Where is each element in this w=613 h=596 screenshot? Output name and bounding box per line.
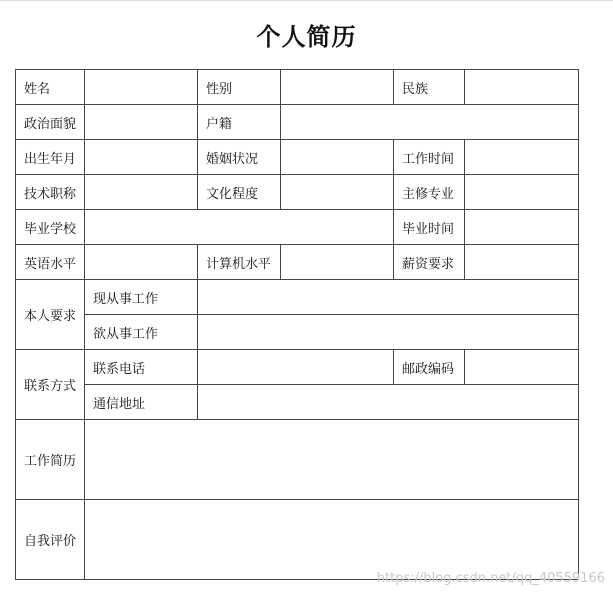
label-contact-info: 联系方式 (16, 350, 85, 420)
graduate-school-field[interactable] (85, 210, 394, 245)
marital-status-field[interactable] (281, 140, 394, 175)
salary-requirement-field[interactable] (465, 245, 579, 280)
desired-job-field[interactable] (198, 315, 579, 350)
major-field[interactable] (465, 175, 579, 210)
label-phone: 联系电话 (85, 350, 198, 385)
english-level-field[interactable] (85, 245, 198, 280)
work-time-field[interactable] (465, 140, 579, 175)
label-name: 姓名 (16, 70, 85, 105)
label-marital-status: 婚姻状况 (198, 140, 281, 175)
label-education-level: 文化程度 (198, 175, 281, 210)
page-top-border (0, 0, 613, 1)
birth-date-field[interactable] (85, 140, 198, 175)
professional-title-field[interactable] (85, 175, 198, 210)
row-phone (16, 350, 579, 385)
watermark: https://blog.csdn.net/qq_40559166 (376, 571, 605, 586)
phone-field[interactable] (198, 350, 394, 385)
label-gender: 性别 (198, 70, 281, 105)
label-current-job: 现从事工作 (85, 280, 198, 315)
label-political-status: 政治面貌 (16, 105, 85, 140)
row-name (16, 70, 579, 105)
label-salary-requirement: 薪资要求 (394, 245, 465, 280)
label-ethnicity: 民族 (394, 70, 465, 105)
gender-field[interactable] (281, 70, 394, 105)
row-professional-title (16, 175, 579, 210)
label-work-history: 工作简历 (16, 420, 85, 500)
political-status-field[interactable] (85, 105, 198, 140)
label-graduation-time: 毕业时间 (394, 210, 465, 245)
label-personal-requirements: 本人要求 (16, 280, 85, 350)
computer-level-field[interactable] (281, 245, 394, 280)
row-desired-job (16, 315, 579, 350)
row-graduate-school (16, 210, 579, 245)
resume-table (15, 69, 579, 580)
label-postal-code: 邮政编码 (394, 350, 465, 385)
graduation-time-field[interactable] (465, 210, 579, 245)
education-level-field[interactable] (281, 175, 394, 210)
label-desired-job: 欲从事工作 (85, 315, 198, 350)
label-professional-title: 技术职称 (16, 175, 85, 210)
label-household-registration: 户籍 (198, 105, 281, 140)
ethnicity-field[interactable] (465, 70, 579, 105)
label-address: 通信地址 (85, 385, 198, 420)
label-work-time: 工作时间 (394, 140, 465, 175)
label-english-level: 英语水平 (16, 245, 85, 280)
label-computer-level: 计算机水平 (198, 245, 281, 280)
row-current-job (16, 280, 579, 315)
name-field[interactable] (85, 70, 198, 105)
current-job-field[interactable] (198, 280, 579, 315)
label-birth-date: 出生年月 (16, 140, 85, 175)
self-evaluation-field[interactable] (85, 500, 579, 580)
row-address (16, 385, 579, 420)
postal-code-field[interactable] (465, 350, 579, 385)
row-work-history (16, 420, 579, 500)
address-field[interactable] (198, 385, 579, 420)
label-graduate-school: 毕业学校 (16, 210, 85, 245)
row-political-status (16, 105, 579, 140)
label-major: 主修专业 (394, 175, 465, 210)
row-english-level (16, 245, 579, 280)
work-history-field[interactable] (85, 420, 579, 500)
page-title: 个人简历 (256, 23, 357, 51)
household-registration-field[interactable] (281, 105, 579, 140)
row-self-evaluation (16, 500, 579, 580)
label-self-evaluation: 自我评价 (16, 500, 85, 580)
row-birth-date (16, 140, 579, 175)
